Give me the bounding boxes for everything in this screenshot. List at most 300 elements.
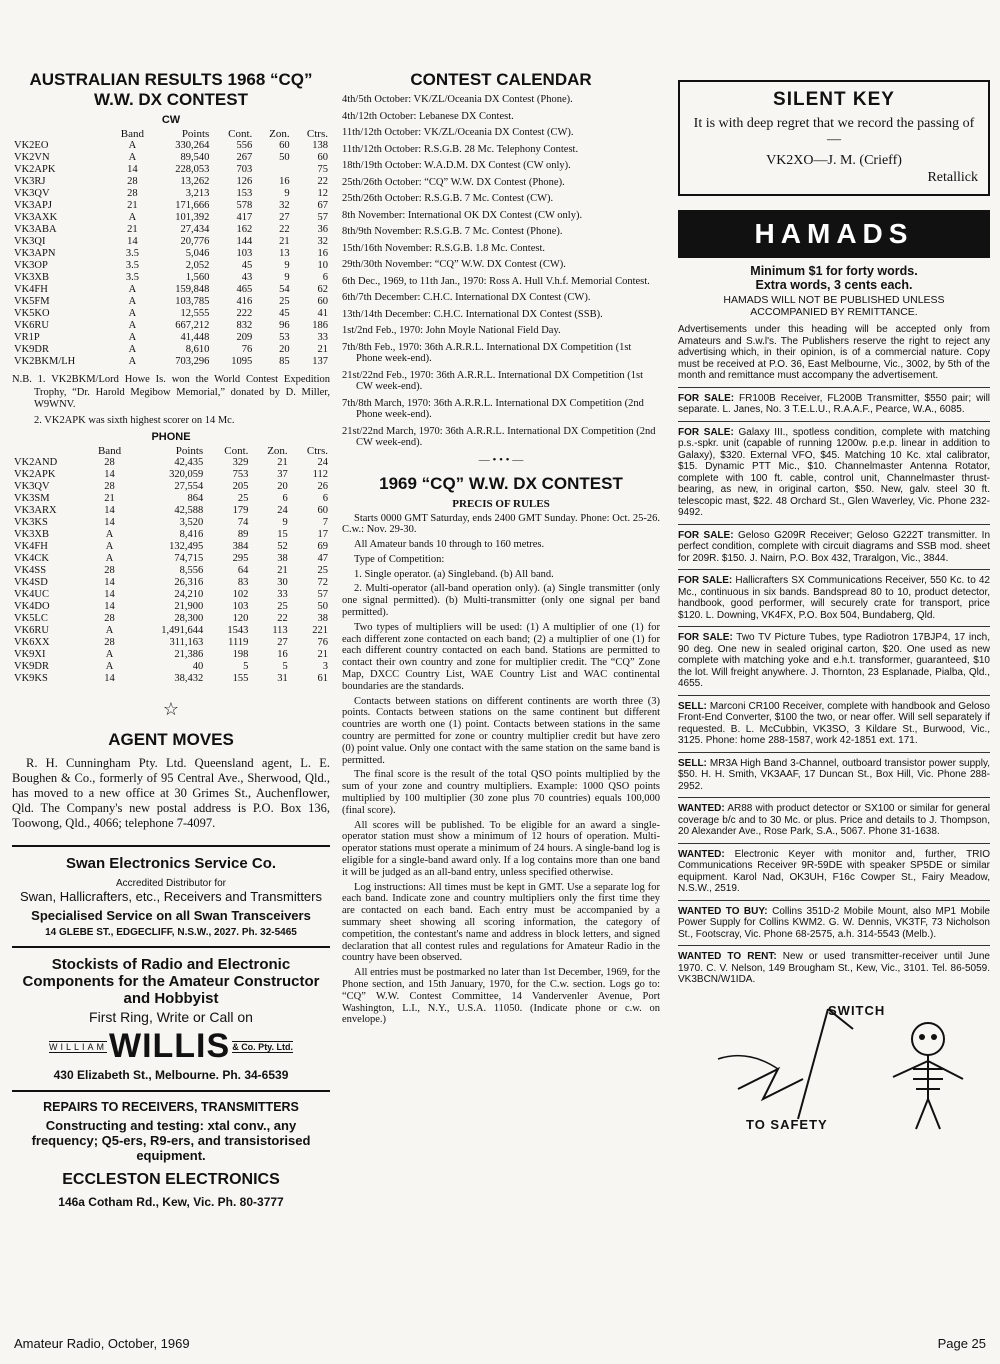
value-cell: 5 <box>282 661 288 672</box>
value-cell: A <box>128 212 137 223</box>
hamad-entry <box>678 626 990 695</box>
calendar-title: CONTEST CALENDAR <box>410 70 592 89</box>
value-cell: 9 <box>284 260 290 271</box>
table-row <box>12 332 330 344</box>
results-title: AUSTRALIAN RESULTS 1968 “CQ” <box>29 70 313 89</box>
value-cell: 14 <box>104 577 115 588</box>
value-cell: 52 <box>277 541 288 552</box>
phone-heading: PHONE <box>151 431 191 443</box>
table-row <box>12 260 330 272</box>
value-cell: 417 <box>236 212 253 223</box>
value-cell: 60 <box>317 505 328 516</box>
hamads-rate-1: Minimum $1 for forty words. <box>750 264 918 278</box>
value-cell <box>254 164 291 176</box>
calendar-entry: 8th/9th November: R.S.G.B. 7 Mc. Contest (Phone). <box>342 226 563 237</box>
value-cell: 101,392 <box>175 212 210 223</box>
rules-paragraph: Log instructions: All times must be kept in GMT. Use a separate log for each band. Indicate zone and country multipliers only the first time they are contacted on each band. Each entry must be accompanied by a summary sheet showing all scoring information, the category of competition, the contestant's name and address in block letters, and signed declaration that all contest rules and regulations for Amateur Radio in the country have been observed. <box>342 881 660 964</box>
silent-key-title: SILENT KEY <box>773 89 895 110</box>
calendar-entry: 8th November: International OK DX Contest (CW only). <box>342 209 583 221</box>
value-cell: 21 <box>104 493 115 504</box>
value-cell: 38,432 <box>174 673 204 684</box>
calendar-entry: 6th/7th December: C.H.C. International DX Contest (CW). <box>342 292 591 303</box>
hamad-entry <box>678 843 990 900</box>
callsign-cell: VK4SD <box>14 577 48 588</box>
hamad-entry-kind: WANTED TO RENT: <box>678 951 777 962</box>
value-cell: 209 <box>236 332 253 343</box>
callsign-cell: VK9DR <box>14 344 50 355</box>
value-cell: 144 <box>236 236 253 247</box>
hamad-entry-kind: FOR SALE: <box>678 632 733 643</box>
hamad-entry-text: Hallicrafters SX Communications Receiver, 550 Kc. to 42 Mc., continuous in six bands. Bandspread 80 to 10, product detector, handbook, good performer, will securely crate for transport, price $120. L. Downing, VK4FX, P.O. Box 504, Bundaberg, Qld. <box>678 575 990 621</box>
callsign-cell: VK4UC <box>14 589 50 600</box>
callsign-cell: VK2APK <box>14 469 56 480</box>
value-cell: 89 <box>237 529 249 540</box>
cw-heading: CW <box>161 114 181 126</box>
hamad-entry-text: FR100B Receiver, FL200B Transmitter, $550 pair; will separate. L. Janes, No. 3 T.E.L.U., R.A.A.F., Pearce, W.A., 6085. <box>678 392 991 415</box>
rules-paragraph: Two types of multipliers will be used: (1) A multiplier of one (1) for each different zone contacted on each band; (2) a multiplier of one (1) for each different country contacted on each band. Stations are permitted to contact their own country and zone for multiplier credit. The “CQ” Zone Map, DXCC Country List, WAE Country List and WAC continental boundaries are the standards. <box>342 621 660 692</box>
rules-paragraph: All Amateur bands 10 through to 160 metres. <box>354 539 545 551</box>
value-cell: 28 <box>104 565 115 576</box>
callsign-cell: VK2BKM/LH <box>14 356 76 367</box>
value-cell: 1,491,644 <box>161 625 204 636</box>
value-cell: 171,666 <box>175 200 210 211</box>
value-cell: 1543 <box>227 625 249 636</box>
hamad-entry-text: Galaxy III., spotless condition, complete with matching p.s.-spkr. unit (capable of running 1200w. p.e.p. linear in addition to Galaxy), $320. External VFO, $45. Matching 10 Kc. xtal calibrator, $15. Dynamic PTT Mic., $10. Channelmaster Antenna Rotator, complete with 100 ft. cable, control unit, Channelmaster thrust-bearing, as new, in original carton, $50. New, galv. steel 30 ft. telescopic mast, $22. 48 Orchard St., Glen Waverley, Vic. Phone 232-9492. <box>678 426 990 518</box>
value-cell: A <box>128 284 137 295</box>
silent-key-box <box>678 80 990 196</box>
callsign-cell: VK5KO <box>14 308 50 319</box>
value-cell: 33 <box>277 589 288 600</box>
callsign-cell: VK6RU <box>14 320 50 331</box>
value-cell: 74 <box>237 517 249 528</box>
rules-list <box>342 513 660 1027</box>
callsign-cell: VK9DR <box>14 661 50 672</box>
value-cell: 162 <box>236 224 253 235</box>
hamad-entry <box>678 797 990 843</box>
note-1: N.B. 1. VK2BKM/Lord Howe Is. won the World Contest Expedition Trophy, “Dr. Harold Megibow Memorial,” donated by D. Miller, W9WNV. <box>12 374 330 410</box>
value-cell: 27,434 <box>180 224 210 235</box>
column-header: Ctrs. <box>306 445 328 457</box>
calendar-entry: 25th/26th October: R.S.G.B. 7 Mc. Contest (CW). <box>342 193 554 204</box>
value-cell: 89,540 <box>180 152 210 163</box>
table-row <box>12 661 330 673</box>
hamads-banner: HAMADS <box>678 210 990 258</box>
willis-title: Stockists of Radio and Electronic Components for the Amateur Constructor and Hobbyist <box>22 956 320 1007</box>
value-cell: 26,316 <box>174 577 204 588</box>
value-cell: 25 <box>279 296 290 307</box>
value-cell: 9 <box>282 517 288 528</box>
value-cell: 21 <box>279 236 290 247</box>
value-cell: 330,264 <box>175 140 210 151</box>
value-cell: A <box>128 140 137 151</box>
results-subtitle: W.W. DX CONTEST <box>94 90 248 109</box>
hamads-rate-3: HAMADS WILL NOT BE PUBLISHED UNLESS ACCOMPANIED BY REMITTANCE. <box>723 294 945 318</box>
value-cell: 28 <box>104 457 115 468</box>
value-cell: 578 <box>236 200 253 211</box>
value-cell: A <box>128 332 137 343</box>
hamad-entry <box>678 387 990 421</box>
calendar-entry: 6th Dec., 1969, to 11th Jan., 1970: Ross A. Hull V.h.f. Memorial Contest. <box>342 275 650 287</box>
value-cell: 1,560 <box>185 272 210 283</box>
value-cell: 179 <box>232 505 249 516</box>
rules-title: 1969 “CQ” W.W. DX CONTEST <box>379 473 623 493</box>
switch-label-top: SWITCH <box>828 1002 886 1018</box>
value-cell: 5,046 <box>185 248 210 259</box>
silent-key-name-2: Retallick <box>927 170 978 185</box>
hamads-intro: Advertisements under this heading will be accepted only from Amateurs and S.w.l's. The Publishers reserve the right to reject any advertising which, in their opinion, is of a commercial nature. Copy must be received at P.O. 36, East Melbourne, Vic., 3002, by 5th of the month and remittance must accompany the advertisement. <box>678 324 990 381</box>
divider <box>12 946 330 948</box>
table-row <box>12 224 330 236</box>
value-cell: 64 <box>237 565 249 576</box>
value-cell: 25 <box>277 601 288 612</box>
value-cell: 3.5 <box>125 272 139 283</box>
value-cell: 222 <box>236 308 253 319</box>
value-cell: 186 <box>312 320 328 331</box>
column-left <box>12 70 330 1209</box>
column-header: Zon. <box>269 128 290 140</box>
table-row <box>12 517 330 529</box>
value-cell: 17 <box>317 529 328 540</box>
value-cell: 26 <box>317 481 328 492</box>
value-cell: 295 <box>232 553 249 564</box>
value-cell: 28 <box>104 637 115 648</box>
value-cell: 21 <box>127 224 138 235</box>
hamad-entry-kind: WANTED: <box>678 803 725 814</box>
hamad-entry-kind: FOR SALE: <box>678 392 735 404</box>
hamad-entry <box>678 752 990 798</box>
value-cell: A <box>105 553 114 564</box>
calendar-entry: 4th/12th October: Lebanese DX Contest. <box>342 110 514 122</box>
value-cell: 832 <box>236 320 253 331</box>
table-row <box>12 320 330 332</box>
callsign-cell: VK3KS <box>14 517 48 528</box>
table-row <box>12 176 330 188</box>
value-cell: 24 <box>317 457 328 468</box>
value-cell: 153 <box>236 188 253 199</box>
star-icon: ☆ <box>162 699 180 719</box>
calendar-entry: 1st/2nd Feb., 1970: John Moyle National Field Day. <box>342 325 561 336</box>
callsign-cell: VK3AXK <box>14 212 58 223</box>
hamad-entry <box>678 421 990 524</box>
table-row <box>12 296 330 308</box>
callsign-cell: VK3SM <box>14 493 50 504</box>
calendar-entry: 21st/22nd March, 1970: 36th A.R.R.L. International DX Competition (2nd CW week-end). <box>342 425 656 448</box>
silent-key-text: It is with deep regret that we record the passing of— <box>693 116 975 147</box>
value-cell: 7 <box>322 517 328 528</box>
value-cell: 83 <box>237 577 249 588</box>
value-cell: 54 <box>279 284 290 295</box>
value-cell: 30 <box>277 577 288 588</box>
value-cell: 103 <box>236 248 253 259</box>
callsign-cell: VK4FH <box>14 541 48 552</box>
value-cell: 113 <box>272 625 288 636</box>
value-cell: 8,610 <box>185 344 210 355</box>
value-cell: 31 <box>277 673 288 684</box>
table-row <box>12 469 330 481</box>
value-cell: 76 <box>241 344 253 355</box>
callsign-cell: VK3QV <box>14 188 50 199</box>
value-cell: A <box>105 625 114 636</box>
value-cell: 22 <box>279 224 290 235</box>
value-cell: 43 <box>241 272 253 283</box>
divider <box>12 1090 330 1092</box>
value-cell: A <box>105 541 114 552</box>
table-row <box>12 284 330 296</box>
value-cell: 74,715 <box>174 553 204 564</box>
callsign-cell: VK3APJ <box>14 200 52 211</box>
hamad-entry-text: Electronic Keyer with monitor and, further, TRIO Communications Receiver 9R-59DE with speaker SP5DE or similar equipment. Karol Nad, OK3UH, F16c Cowper St., Fairy Meadow, N.S.W., 2519. <box>678 848 990 894</box>
table-row <box>12 637 330 649</box>
value-cell: 60 <box>317 152 328 163</box>
value-cell: 2,052 <box>185 260 210 271</box>
value-cell: 40 <box>192 661 204 672</box>
value-cell: 14 <box>127 236 138 247</box>
rules-paragraph: Type of Competition: <box>354 553 445 565</box>
swan-title: Swan Electronics Service Co. <box>65 855 277 872</box>
value-cell: 22 <box>317 176 328 187</box>
table-row <box>12 493 330 505</box>
table-row <box>12 649 330 661</box>
value-cell: 228,053 <box>175 164 210 175</box>
table-row <box>12 248 330 260</box>
column-header: Ctrs. <box>306 128 328 140</box>
value-cell: 28 <box>127 188 138 199</box>
value-cell: 5 <box>243 661 249 672</box>
value-cell: 9 <box>284 272 290 283</box>
value-cell: 28 <box>104 481 115 492</box>
value-cell: A <box>128 320 137 331</box>
rules-paragraph: Starts 0000 GMT Saturday, ends 2400 GMT Sunday. Phone: Oct. 25-26. C.w.: Nov. 29-30. <box>342 512 660 536</box>
value-cell: A <box>128 344 137 355</box>
value-cell: 24 <box>277 505 288 516</box>
value-cell: 27 <box>277 637 288 648</box>
value-cell: 465 <box>236 284 253 295</box>
column-header-call <box>12 445 88 457</box>
callsign-cell: VK3QV <box>14 481 50 492</box>
value-cell: 14 <box>104 517 115 528</box>
value-cell: 21 <box>317 344 328 355</box>
value-cell: 667,212 <box>175 320 210 331</box>
value-cell: 14 <box>104 601 115 612</box>
value-cell: 25 <box>317 565 328 576</box>
table-row <box>12 625 330 637</box>
value-cell: 21 <box>127 200 138 211</box>
value-cell: 6 <box>322 493 328 504</box>
callsign-cell: VK5LC <box>14 613 48 624</box>
value-cell: 57 <box>317 589 328 600</box>
value-cell: 37 <box>277 469 288 480</box>
value-cell: 20 <box>277 481 288 492</box>
value-cell: 60 <box>317 296 328 307</box>
rules-paragraph: 2. Multi-operator (all-band operation only). (a) Single transmitter (only one signal permitted). (b) Multi-transmitter (only one signal per band permitted). <box>342 583 660 619</box>
value-cell: 8,556 <box>179 565 204 576</box>
value-cell: 3.5 <box>125 248 139 259</box>
calendar-entry: 4th/5th October: VK/ZL/Oceania DX Contest (Phone). <box>342 94 573 105</box>
value-cell: 42,435 <box>174 457 204 468</box>
value-cell: 329 <box>232 457 249 468</box>
value-cell: 20,776 <box>180 236 210 247</box>
column-right <box>678 80 990 1139</box>
value-cell: 8,416 <box>179 529 204 540</box>
callsign-cell: VK6RU <box>14 625 50 636</box>
callsign-cell: VK9XI <box>14 649 46 660</box>
value-cell: A <box>128 308 137 319</box>
value-cell: 38 <box>277 553 288 564</box>
value-cell: 53 <box>279 332 290 343</box>
value-cell: 14 <box>104 673 115 684</box>
value-cell: 703,296 <box>175 356 210 367</box>
value-cell: 320,059 <box>169 469 204 480</box>
table-row <box>12 188 330 200</box>
value-cell: 3 <box>322 661 328 672</box>
value-cell: 33 <box>317 332 328 343</box>
calendar-entry: 11th/12th October: R.S.G.B. 28 Mc. Telephony Contest. <box>342 143 579 155</box>
value-cell: 60 <box>279 140 290 151</box>
callsign-cell: VK2EO <box>14 140 49 151</box>
callsign-cell: VK3RJ <box>14 176 46 187</box>
column-header-call <box>12 128 112 140</box>
table-row <box>12 481 330 493</box>
column-header: Cont. <box>224 445 249 457</box>
willis-co: & Co. Pty. Ltd. <box>232 1041 294 1052</box>
hamad-entry-text: Geloso G209R Receiver; Geloso G222T transmitter. In perfect condition, complete with circuit diagrams and SSB mod. sheet for 209R. $150. J. Nairn, P.O. Box 432, Traralgon, Vic., 3844. <box>678 529 991 564</box>
callsign-cell: VK5FM <box>14 296 50 307</box>
value-cell: 61 <box>317 673 328 684</box>
callsign-cell: VK2VN <box>14 152 50 163</box>
value-cell: 267 <box>236 152 253 163</box>
swan-line-2: Swan, Hallicrafters, etc., Receivers and Transmitters <box>20 889 322 904</box>
cw-results-table <box>12 128 330 368</box>
value-cell: 864 <box>187 493 204 504</box>
table-row <box>12 212 330 224</box>
phone-results-table <box>12 445 330 685</box>
callsign-cell: VK3ARX <box>14 505 57 516</box>
calendar-entry: 11th/12th October: VK/ZL/Oceania DX Contest (CW). <box>342 127 574 138</box>
value-cell: 75 <box>317 164 328 175</box>
value-cell: 85 <box>279 356 290 367</box>
value-cell: 69 <box>317 541 328 552</box>
calendar-entry: 15th/16th November: R.S.G.B. 1.8 Mc. Contest. <box>342 242 545 254</box>
value-cell: A <box>105 529 114 540</box>
footer-page-number: Page 25 <box>937 1336 986 1351</box>
value-cell: 28,300 <box>174 613 204 624</box>
value-cell: 21,900 <box>174 601 204 612</box>
table-row <box>12 613 330 625</box>
hamad-entry-kind: SELL: <box>678 757 707 769</box>
value-cell: 703 <box>236 164 253 175</box>
separator-dots: — • • • — <box>478 453 524 466</box>
value-cell: 221 <box>312 625 328 636</box>
value-cell: 42,588 <box>174 505 204 516</box>
callsign-cell: VK3XB <box>14 529 50 540</box>
callsign-cell: VK3XB <box>14 272 50 283</box>
hamad-entry-text: New or used transmitter-receiver until June 1970. C. V. Nelson, 149 Brougham St., Kew, Vic., 3101. Tel. 86-5059. VK3BCN/W1IDA. <box>678 951 990 985</box>
value-cell: 103,785 <box>175 296 210 307</box>
value-cell: 21,386 <box>174 649 204 660</box>
table-row <box>12 356 330 368</box>
swan-ad <box>12 855 330 938</box>
value-cell: 12,555 <box>180 308 210 319</box>
table-row <box>12 601 330 613</box>
hamads-list <box>678 387 990 991</box>
column-header: Points <box>175 445 204 457</box>
value-cell: 13,262 <box>180 176 210 187</box>
value-cell: 28 <box>104 613 115 624</box>
hamad-entry-text: AR88 with product detector or SX100 or similar for general coverage b/c and to 30 Mc. or plus. Price and details to J. Thompson, 20 Alexander Ave., Rose Park, S.A., 5067. Phone 31-1638. <box>678 803 990 837</box>
value-cell: 15 <box>277 529 288 540</box>
value-cell: 120 <box>232 613 249 624</box>
value-cell: 14 <box>127 164 138 175</box>
value-cell: 416 <box>236 296 253 307</box>
value-cell: 21 <box>277 457 288 468</box>
value-cell: 27,554 <box>174 481 204 492</box>
table-row <box>12 344 330 356</box>
value-cell: 384 <box>232 541 249 552</box>
callsign-cell: VR1P <box>14 332 40 343</box>
willis-ad <box>12 956 330 1082</box>
eccleston-address: 146a Cotham Rd., Kew, Vic. Ph. 80-3777 <box>58 1195 284 1209</box>
table-row <box>12 553 330 565</box>
value-cell: 25 <box>237 493 249 504</box>
switch-to-safety-cartoon <box>678 999 990 1139</box>
callsign-cell: VK3ABA <box>14 224 57 235</box>
rules-paragraph: All entries must be postmarked no later than 1st December, 1969, for the Phone section, and 15th January, 1970, for the C.w. section. Logs go to: “CQ” W.W. Contest Committee, 14 Vandervenler Avenue, Port Washington, L.I., N.Y., U.S.A. 11050. (Indicate phone or c.w. on envelope.) <box>342 967 660 1026</box>
value-cell: 10 <box>317 260 328 271</box>
value-cell: 103 <box>232 601 249 612</box>
hamad-entry <box>678 695 990 752</box>
hamad-entry-kind: SELL: <box>678 700 707 712</box>
value-cell: 67 <box>317 200 328 211</box>
agent-moves-title: AGENT MOVES <box>108 730 234 749</box>
value-cell: A <box>105 649 114 660</box>
value-cell: 50 <box>279 152 290 163</box>
rules-paragraph: All scores will be published. To be eligible for an award a single-operator station must show a minimum of 12 hours of operation. Multi-operator stations must operate a minimum of 24 hours. A single-band log is eligible for a single-band award only. If a log contains more than one band it will be judged as an all-band entry, unless specified otherwise. <box>342 819 660 878</box>
value-cell: 6 <box>322 272 328 283</box>
value-cell: 6 <box>282 493 288 504</box>
repairs-title: REPAIRS TO RECEIVERS, TRANSMITTERS <box>43 1100 299 1114</box>
hamad-entry <box>678 569 990 626</box>
value-cell: 72 <box>317 577 328 588</box>
value-cell: 13 <box>279 248 290 259</box>
hamads-rate-2: Extra words, 3 cents each. <box>755 278 913 292</box>
calendar-entry: 7th/8th March, 1970: 36th A.R.R.L. International DX Competition (2nd Phone week-end). <box>342 397 644 420</box>
value-cell: 45 <box>279 308 290 319</box>
value-cell: 62 <box>317 284 328 295</box>
table-row <box>12 673 330 685</box>
calendar-entry: 29th/30th November: “CQ” W.W. DX Contest (CW). <box>342 259 566 270</box>
willis-logo <box>12 1027 330 1066</box>
hamad-entry-kind: FOR SALE: <box>678 575 733 586</box>
callsign-cell: VK2AND <box>14 457 58 468</box>
value-cell: 32 <box>279 200 290 211</box>
table-row <box>12 272 330 284</box>
value-cell: 36 <box>317 224 328 235</box>
calendar-list <box>342 94 660 449</box>
table-row <box>12 577 330 589</box>
value-cell: 126 <box>236 176 253 187</box>
column-header: Band <box>97 445 122 457</box>
value-cell: 57 <box>317 212 328 223</box>
column-middle <box>342 70 660 1029</box>
callsign-cell: VK9KS <box>14 673 48 684</box>
hamad-entry-text: Marconi CR100 Receiver, complete with handbook and Geloso Front-End Converter, $100 the two, or near offer. Will sell separately if requested. B. L. McCubbin, VK3SO, 3 Kildare St., Burwood, Vic., 3125. Phone: home 288-1587, work 42-1851 ext. 171. <box>678 700 990 746</box>
value-cell: 41,448 <box>180 332 210 343</box>
value-cell: 556 <box>236 140 253 151</box>
table-row <box>12 152 330 164</box>
value-cell: 14 <box>104 589 115 600</box>
table-row <box>12 565 330 577</box>
value-cell: 753 <box>232 469 249 480</box>
